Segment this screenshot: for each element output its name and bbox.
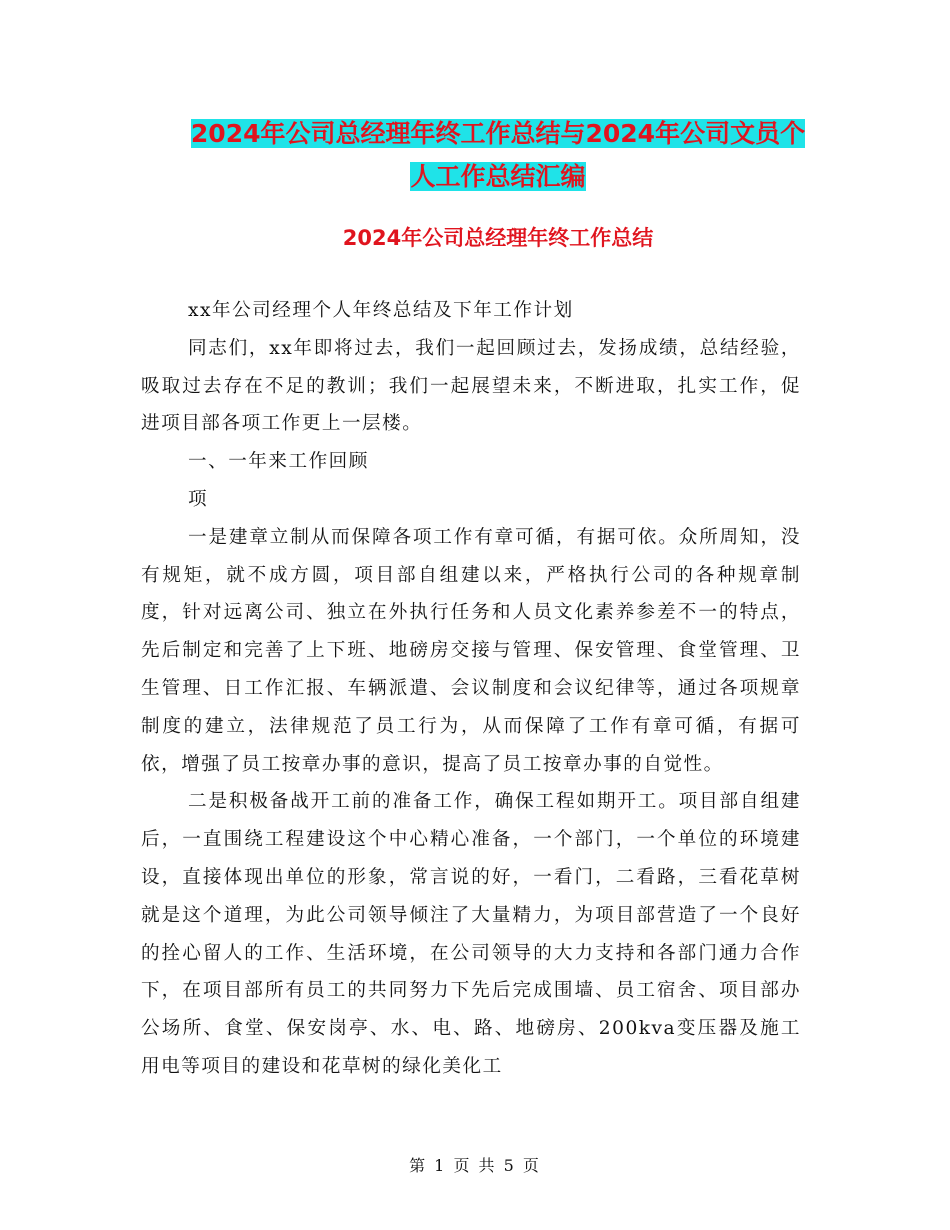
paragraph-rules: 一是建章立制从而保障各项工作有章可循，有据可依。众所周知，没有规矩，就不成方圆，项目部自组建以来，严格执行公司的各种规章制度，针对远离公司、独立在外执行任务和人员文化素养参差不一的特点，先后制定和完善了上下班、地磅房交接与管理、保安管理、食堂管理、卫生管理、日工作汇报、车辆派遣、会议制度和会议纪律等，通过各项规章制度的建立，法律规范了员工行为，从而保障了工作有章可循，有据可依，增强了员工按章办事的意识，提高了员工按章办事的自觉性。 (141, 526, 801, 775)
paragraph-preparation: 二是积极备战开工前的准备工作，确保工程如期开工。项目部自组建后，一直围绕工程建设这个中心精心准备，一个部门，一个单位的环境建设，直接体现出单位的形象，常言说的好，一看门，二看路，三看花草树就是这个道理，为此公司领导倾注了大量精力，为项目部营造了一个良好的拴心留人的工作、生活环境，在公司领导的大力支持和各部门通力合作下，在项目部所有员工的共同努力下先后完成围墙、员工宿舍、项目部办公场所、食堂、保安岗亭、水、电、路、地磅房、200kva变压器及施工用电等项目的建设和花草树的绿化美化工 (141, 791, 801, 1077)
paragraph-item: 项 (188, 488, 209, 510)
paragraph-subtitle: xx年公司经理个人年终总结及下年工作计划 (188, 300, 574, 321)
paragraph-heading-review: 一、一年来工作回顾 (188, 451, 369, 473)
document-title (140, 112, 856, 198)
document-title-line2: 人工作总结汇编 (410, 162, 586, 191)
document-body (141, 292, 801, 1086)
document-title-line1: 2024年公司总经理年终工作总结与2024年公司文员个 (190, 119, 806, 148)
page-footer: 第 1 页 共 5 页 (409, 1156, 541, 1175)
paragraph-intro: 同志们，xx年即将过去，我们一起回顾过去，发扬成绩，总结经验，吸取过去存在不足的教训；我们一起展望未来，不断进取，扎实工作，促进项目部各项工作更上一层楼。 (141, 337, 801, 435)
section-title: 2024年公司总经理年终工作总结 (342, 226, 654, 250)
